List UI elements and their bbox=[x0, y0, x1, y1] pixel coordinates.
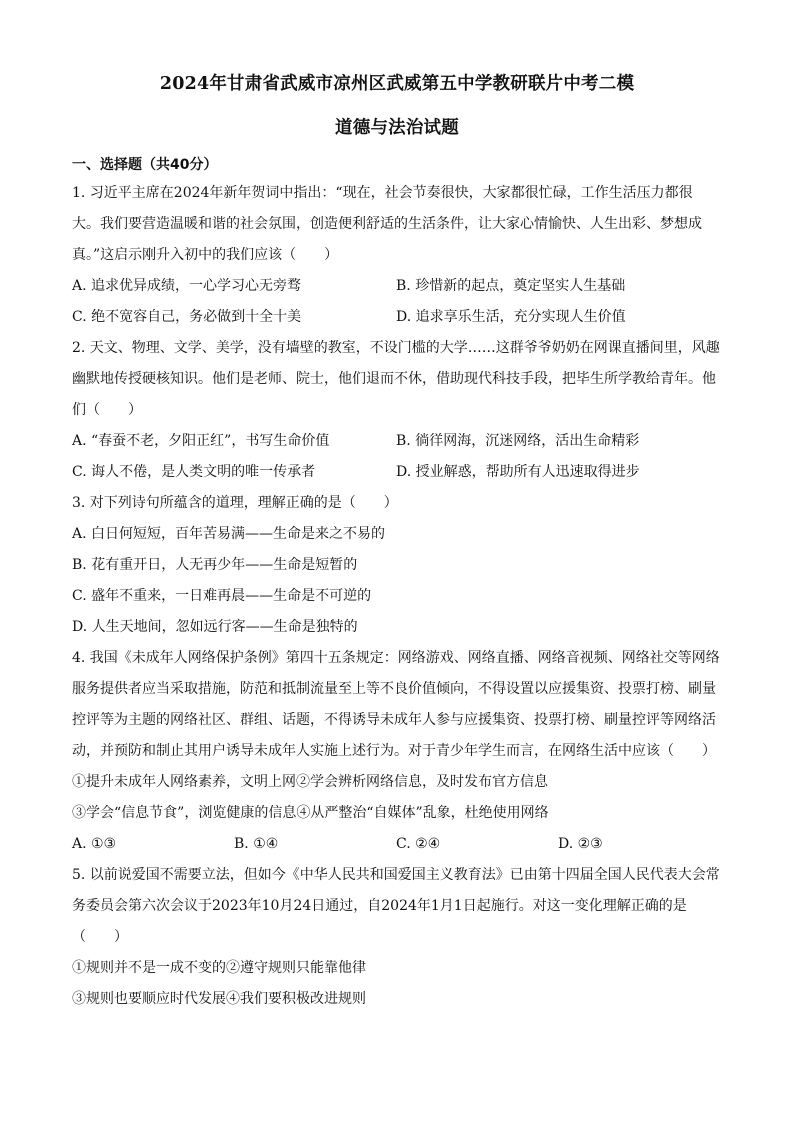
question-1 bbox=[72, 178, 722, 271]
question-stem-line: 真。”这启示刚升入初中的我们应该（ ） bbox=[72, 247, 339, 263]
question-stem-line: 控评等为主题的网络社区、群组、话题，不得诱导未成年人参与应援集资、投票打榜、刷量控评等网络活 bbox=[72, 712, 716, 728]
question-5 bbox=[72, 860, 722, 953]
question-stem-line: 4. 我国《未成年人网络保护条例》第四十五条规定：网络游戏、网络直播、网络音视频、网络社交等网络 bbox=[72, 650, 720, 666]
option-d: D. 追求享乐生活，充分实现人生价值 bbox=[396, 309, 626, 325]
option-d: D. 人生天地间，忽如远行客——生命是独特的 bbox=[72, 619, 358, 635]
option-b: B. ①④ bbox=[234, 836, 279, 852]
question-stem-line: 动，并预防和制止其用户诱导未成年人实施上述行为。对于青少年学生而言，在网络生活中应该（ ） bbox=[72, 743, 716, 759]
option-a: A. “春蚕不老，夕阳正红”，书写生命价值 bbox=[72, 433, 330, 449]
question-2-options bbox=[72, 426, 722, 488]
question-1-options bbox=[72, 271, 722, 333]
question-4-statements bbox=[72, 767, 722, 829]
question-stem-line: 3. 对下列诗句所蕴含的道理，理解正确的是（ ） bbox=[72, 495, 398, 511]
statement-line: ③学会“信息节食”，浏览健康的信息④从严整治“自媒体”乱象，杜绝使用网络 bbox=[72, 805, 549, 821]
option-c: C. 诲人不倦，是人类文明的唯一传承者 bbox=[72, 464, 316, 480]
question-stem-line: 5. 以前说爱国不需要立法，但如今《中华人民共和国爱国主义教育法》已由第十四届全国人民代表大会常 bbox=[72, 867, 720, 883]
option-c: C. 绝不宽容自己，务必做到十全十美 bbox=[72, 309, 302, 325]
question-stem-line: 幽默地传授硬核知识。他们是老师、院士，他们退而不休，借助现代科技手段，把毕生所学教给青年。他 bbox=[72, 371, 716, 387]
option-a: A. 追求优异成绩，一心学习心无旁骛 bbox=[72, 278, 302, 294]
question-stem-line: 2. 天文、物理、文学、美学，没有墙壁的教室，不设门槛的大学……这群爷爷奶奶在网课直播间里，风趣 bbox=[72, 340, 720, 356]
question-stem-line: 大。我们要营造温暖和谐的社会氛围，创造便利舒适的生活条件，让大家心情愉快、人生出彩、梦想成 bbox=[72, 216, 702, 232]
option-c: C. ②④ bbox=[396, 836, 441, 852]
exam-subtitle: 道德与法治试题 bbox=[335, 118, 459, 138]
question-4 bbox=[72, 643, 722, 767]
question-stem-line: 1. 习近平主席在2024年新年贺词中指出：“现在，社会节奏很快，大家都很忙碌，工作生活压力都很 bbox=[72, 185, 693, 201]
option-c: C. 盛年不重来，一日难再晨——生命是不可逆的 bbox=[72, 588, 372, 604]
question-stem-line: 们（ ） bbox=[72, 402, 142, 418]
option-d: D. ②③ bbox=[558, 836, 603, 852]
option-b: B. 珍惜新的起点，奠定坚实人生基础 bbox=[396, 278, 626, 294]
exam-title: 2024年甘肃省武威市凉州区武威第五中学教研联片中考二模 bbox=[159, 74, 635, 94]
option-b: B. 花有重开日，人无再少年——生命是短暂的 bbox=[72, 557, 358, 573]
question-5-statements bbox=[72, 953, 722, 1015]
question-3-options bbox=[72, 519, 722, 643]
question-stem-line: （ ） bbox=[72, 929, 128, 945]
question-2 bbox=[72, 333, 722, 426]
statement-line: ①提升未成年人网络素养，文明上网②学会辨析网络信息，及时发布官方信息 bbox=[72, 774, 548, 790]
option-a: A. 白日何短短，百年苦易满——生命是来之不易的 bbox=[72, 526, 386, 542]
question-4-options bbox=[72, 829, 722, 860]
option-a: A. ①③ bbox=[72, 836, 117, 852]
option-d: D. 授业解惑，帮助所有人迅速取得进步 bbox=[396, 464, 640, 480]
statement-line: ③规则也要顺应时代发展④我们要积极改进规则 bbox=[72, 991, 366, 1007]
statement-line: ①规则并不是一成不变的②遵守规则只能靠他律 bbox=[72, 960, 366, 976]
question-stem-line: 务委员会第六次会议于2023年10月24日通过，自2024年1月1日起施行。对这一变化理解正确的是 bbox=[72, 898, 687, 914]
question-stem-line: 服务提供者应当采取措施，防范和抵制流量至上等不良价值倾向，不得设置以应援集资、投票打榜、刷量 bbox=[72, 681, 716, 697]
option-b: B. 徜徉网海，沉迷网络，活出生命精彩 bbox=[396, 433, 640, 449]
section-heading: 一、选择题（共40分） bbox=[72, 157, 218, 173]
question-3 bbox=[72, 488, 722, 519]
